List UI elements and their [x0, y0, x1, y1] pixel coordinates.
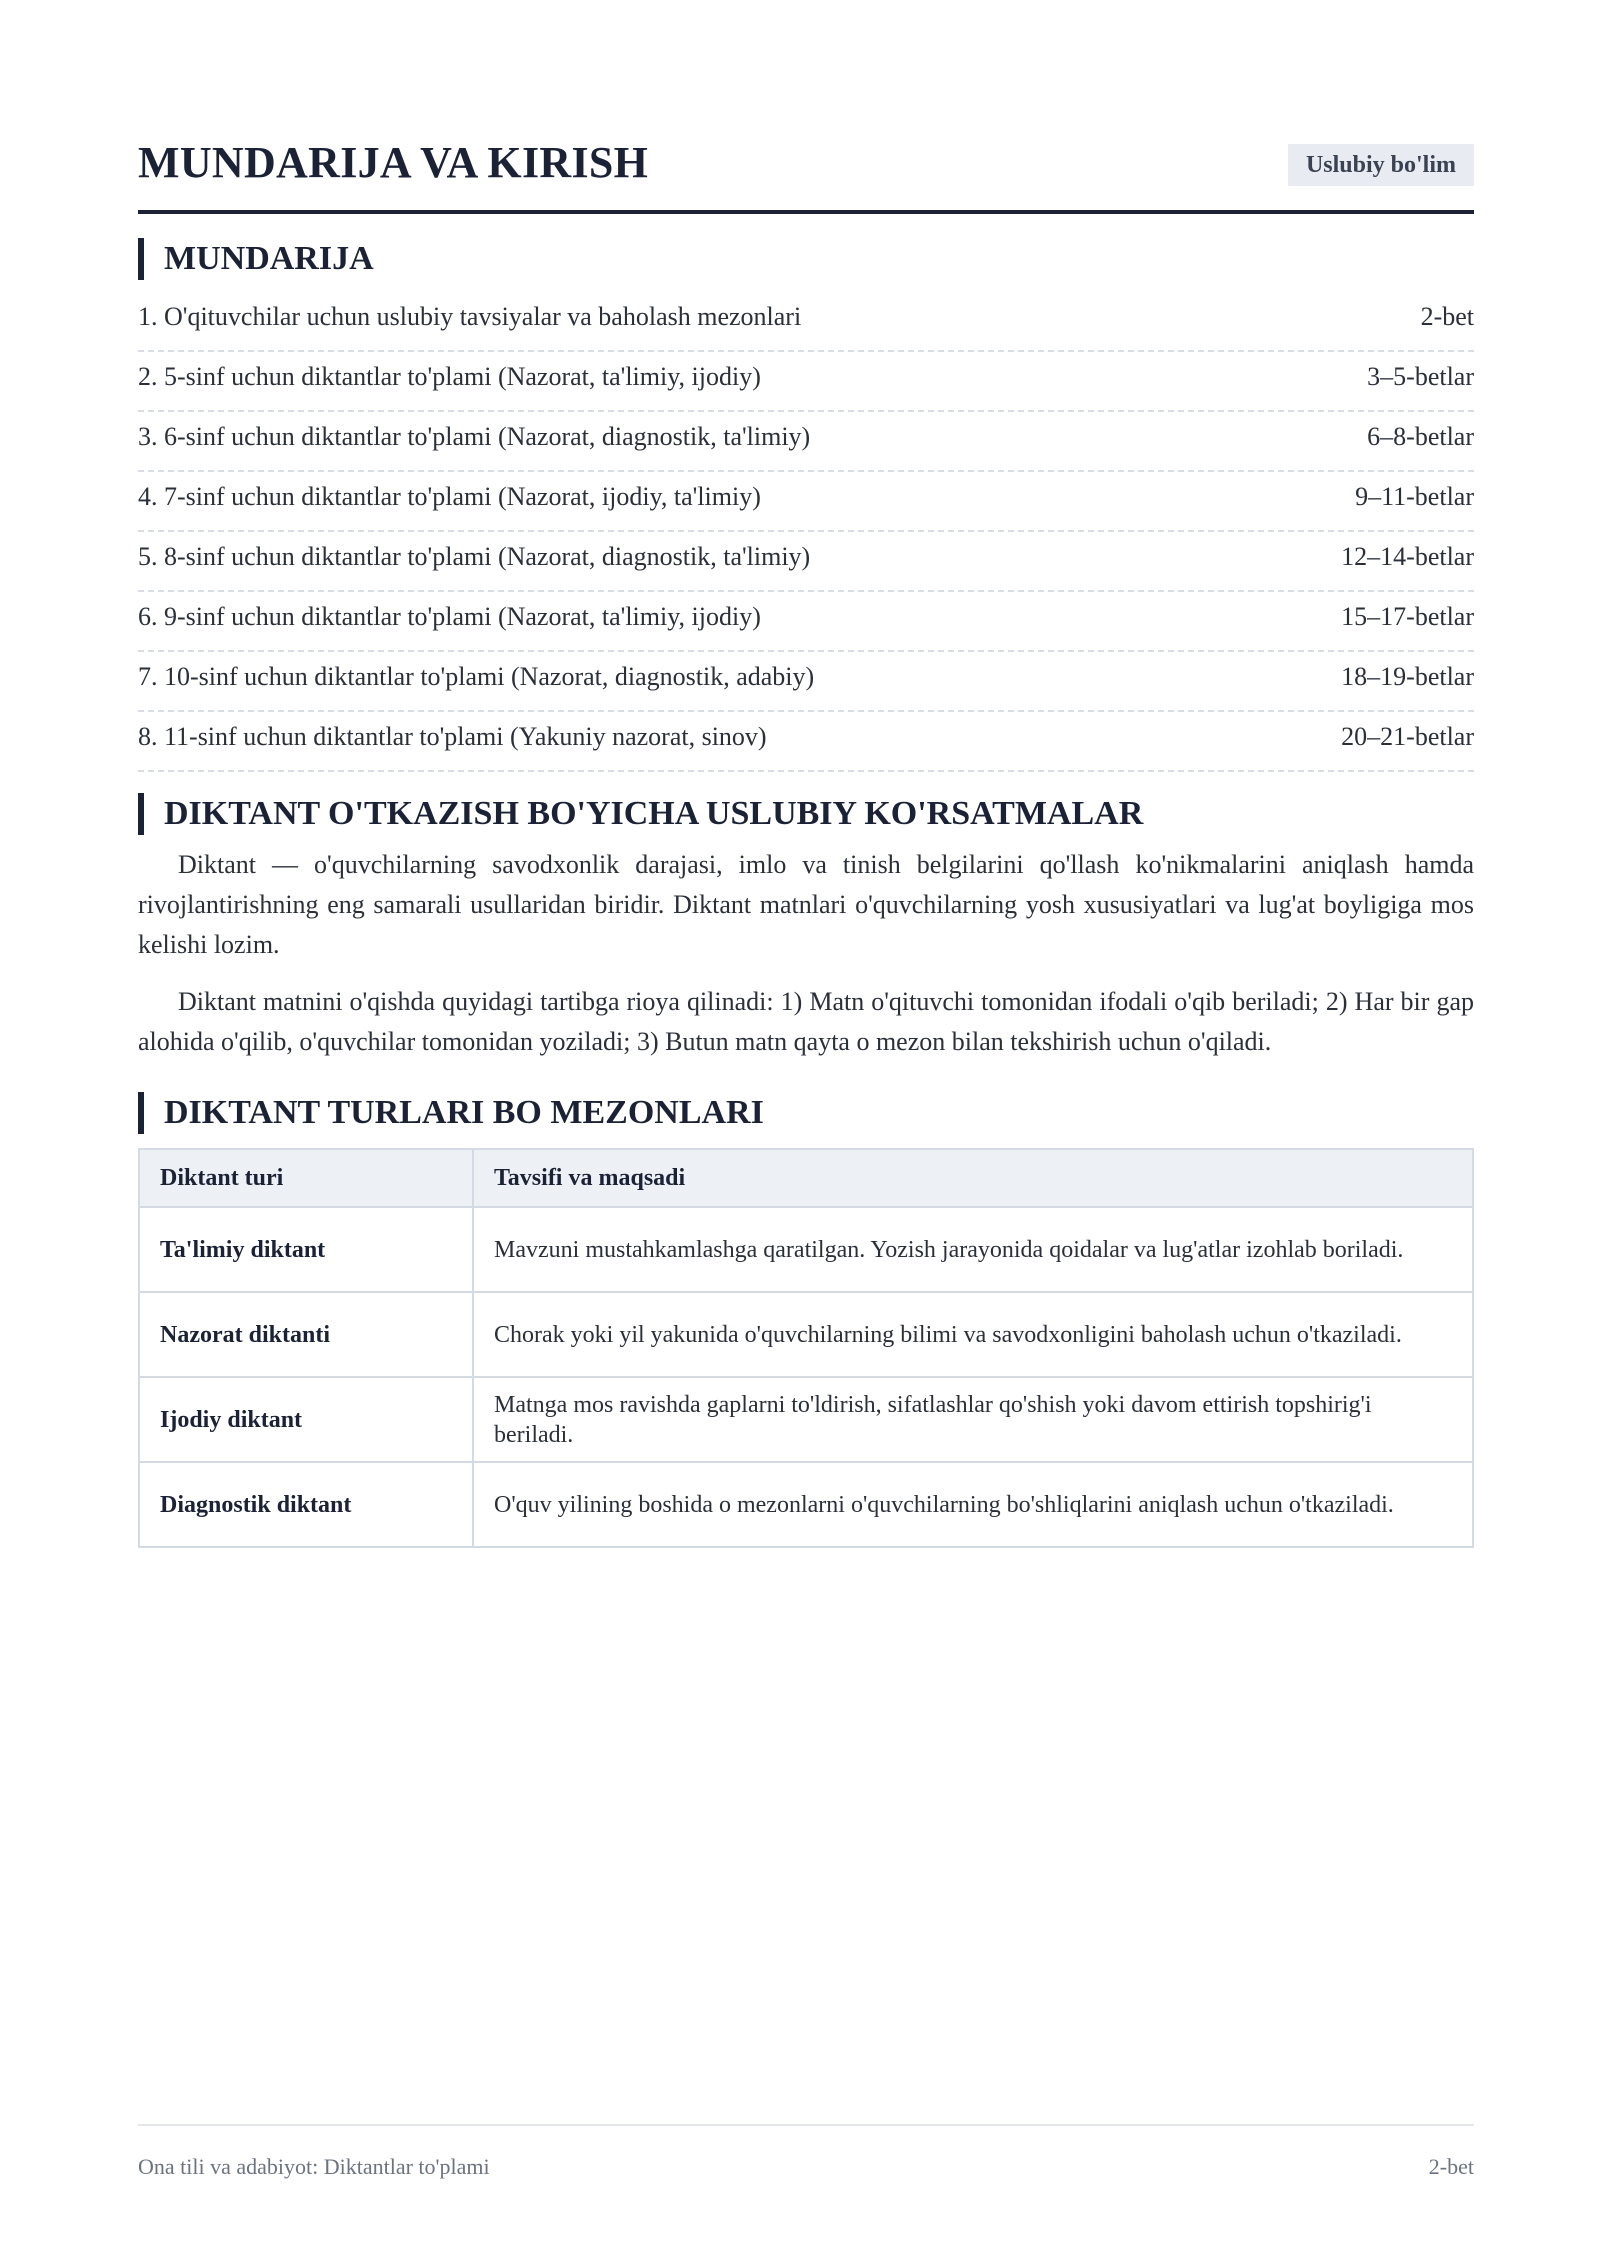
type-description-cell: O'quv yilining boshida o mezonlarni o'quvchilarning bo'shliqlarini aniqlash uchun o'tkaziladi. [473, 1462, 1473, 1547]
type-name-cell: Nazorat diktanti [139, 1292, 473, 1377]
toc-item-text: 1. O'qituvchilar uchun uslubiy tavsiyalar va baholash mezonlari [138, 302, 802, 331]
toc-item[interactable] [138, 712, 1474, 772]
guidelines-paragraph: Diktant matnini o'qishda quyidagi tartibga rioya qilinadi: 1) Matn o'qituvchi tomonidan ifodali o'qib beriladi; 2) Har bir gap alohida o'qilib, o'quvchilar tomonidan yoziladi; 3) Butun matn qayta o mezon bilan tekshirish uchun o'qiladi. [138, 987, 1474, 1056]
type-description-cell: Matnga mos ravishda gaplarni to'ldirish, sifatlashlar qo'shish yoki davom ettirish topshirig'i beriladi. [473, 1377, 1473, 1462]
table-row [139, 1377, 1473, 1462]
toc-item-text: 7. 10-sinf uchun diktantlar to'plami (Nazorat, diagnostik, adabiy) [138, 662, 815, 691]
toc-item-page: 3–5-betlar [1367, 362, 1474, 391]
footer-document-title: Ona tili va adabiyot: Diktantlar to'plami [138, 2154, 490, 2179]
types-heading: DIKTANT TURLARI BO MEZONLARI [138, 1092, 764, 1134]
toc-item[interactable] [138, 592, 1474, 652]
toc-item-page: 6–8-betlar [1367, 422, 1474, 451]
toc-item-text: 2. 5-sinf uchun diktantlar to'plami (Nazorat, ta'limiy, ijodiy) [138, 362, 761, 391]
type-description-cell: Mavzuni mustahkamlashga qaratilgan. Yozish jarayonida qoidalar va lug'atlar izohlab boriladi. [473, 1207, 1473, 1292]
toc-item-page: 15–17-betlar [1341, 602, 1474, 631]
footer-page-number: 2-bet [1428, 2154, 1474, 2179]
toc-heading: MUNDARIJA [138, 238, 374, 280]
toc-item[interactable] [138, 652, 1474, 712]
toc-item-text: 5. 8-sinf uchun diktantlar to'plami (Nazorat, diagnostik, ta'limiy) [138, 542, 811, 571]
toc-item-text: 8. 11-sinf uchun diktantlar to'plami (Yakuniy nazorat, sinov) [138, 722, 767, 751]
page-header [138, 138, 1474, 214]
toc-item[interactable] [138, 412, 1474, 472]
guidelines-paragraph: Diktant — o'quvchilarning savodxonlik darajasi, imlo va tinish belgilarini qo'llash ko'nikmalarini aniqlash hamda rivojlantirishning eng samarali usullaridan biridir. Diktant matnlari o'quvchilarning yosh xususiyatlari va lug'at boyligiga mos kelishi lozim. [138, 850, 1474, 959]
diktant-types-table [138, 1148, 1474, 1548]
toc-item-page: 20–21-betlar [1341, 722, 1474, 751]
toc-item-page: 18–19-betlar [1341, 662, 1474, 691]
type-description-cell: Chorak yoki yil yakunida o'quvchilarning bilimi va savodxonligini baholash uchun o'tkaziladi. [473, 1292, 1473, 1377]
toc-item-text: 4. 7-sinf uchun diktantlar to'plami (Nazorat, ijodiy, ta'limiy) [138, 482, 761, 511]
toc-item-page: 12–14-betlar [1341, 542, 1474, 571]
toc-item[interactable] [138, 292, 1474, 352]
type-name-cell: Diagnostik diktant [139, 1462, 473, 1547]
section-badge: Uslubiy bo'lim [1288, 144, 1474, 186]
toc-item-page: 2-bet [1420, 302, 1474, 331]
toc-item[interactable] [138, 532, 1474, 592]
table-of-contents [138, 292, 1474, 772]
page-footer [138, 2124, 1474, 2179]
type-name-cell: Ta'limiy diktant [139, 1207, 473, 1292]
column-header-description: Tavsifi va maqsadi [473, 1149, 1473, 1207]
table-row [139, 1207, 1473, 1292]
column-header-type: Diktant turi [139, 1149, 473, 1207]
page-title: MUNDARIJA VA KIRISH [138, 138, 649, 187]
toc-item-page: 9–11-betlar [1355, 482, 1474, 511]
guidelines-heading: DIKTANT O'TKAZISH BO'YICHA USLUBIY KO'RSATMALAR [138, 793, 1143, 835]
table-header-row [139, 1149, 1473, 1207]
type-name-cell: Ijodiy diktant [139, 1377, 473, 1462]
toc-item[interactable] [138, 472, 1474, 532]
toc-item[interactable] [138, 352, 1474, 412]
toc-item-text: 3. 6-sinf uchun diktantlar to'plami (Nazorat, diagnostik, ta'limiy) [138, 422, 811, 451]
table-row [139, 1292, 1473, 1377]
table-row [139, 1462, 1473, 1547]
toc-item-text: 6. 9-sinf uchun diktantlar to'plami (Nazorat, ta'limiy, ijodiy) [138, 602, 761, 631]
